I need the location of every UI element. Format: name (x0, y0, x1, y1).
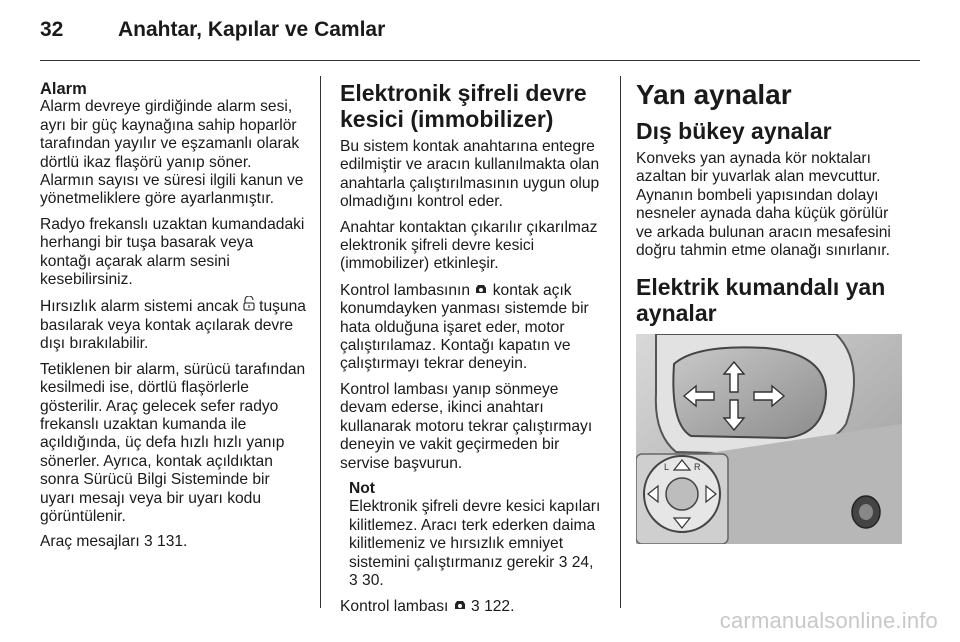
page-header (40, 14, 920, 50)
page-reference: 24, (571, 553, 594, 571)
alarm-text: tuşuna basılarak veya kontak açılarak devre dışı bırakılabilir. (40, 298, 306, 353)
header-divider (40, 60, 920, 61)
immobilizer-paragraph: Bu sistem kontak anahtarına entegre edilmiştir ve aracın kullanılmakta olan anahtarla çalıştırılmasının uygun olup olmadığını kontrol eder. (340, 138, 600, 211)
column-immobilizer (340, 80, 602, 624)
note-body: Elektronik şifreli devre kesici kapıları kilitlemez. Aracı terk ederken daima kilitlemeniz ve hırsızlık emniyet sistemini çalıştırmanız gerekir (349, 498, 601, 571)
unlock-icon (243, 296, 255, 315)
subheading-electric: Elektrik kumandalı yan aynalar (636, 274, 886, 327)
column-side-mirrors (636, 80, 904, 332)
page-reference: 122. (484, 598, 515, 616)
immobilizer-paragraph (340, 281, 602, 374)
reference-text: Kontrol lambası (340, 598, 449, 616)
reference-arrow-icon: 3 (558, 553, 568, 571)
reference-arrow-icon: 3 (349, 571, 358, 589)
note-text (349, 498, 602, 590)
svg-text:R: R (694, 462, 701, 472)
alarm-paragraph: Radyo frekanslı uzaktan kumandadaki herhangi bir tuşa basarak veya kontağı açarak alarm sesini kesebilirsiniz. (40, 215, 305, 289)
immobilizer-lamp-icon (474, 281, 488, 299)
section-title: Yan aynalar (636, 79, 792, 110)
alarm-heading: Alarm (40, 80, 87, 98)
reference-arrow-icon: 3 (144, 533, 153, 551)
alarm-paragraph: Tetiklenen bir alarm, sürücü tarafından kesilmedi ise, dörtlü flaşörlerle gösterilir. Araç gelecek sefer radyo frekanslı uzaktan kumanda ile açıldığında, üç defa hızlı hızlı yanıp sönerler. Ayrıca, kontak açıldıktan sonra Sürücü Bilgi Sisteminde bir uyarı mesajı veya bir uyarı kodu görüntülenir. (40, 360, 306, 525)
reference-arrow-icon: 3 (471, 598, 480, 616)
page-number: 32 (40, 18, 64, 41)
column-alarm (40, 80, 308, 559)
alarm-text: Hırsızlık alarm sistemi ancak (40, 298, 239, 316)
alarm-paragraph (40, 296, 308, 353)
reference-text: Araç mesajları (40, 533, 140, 551)
note-title: Not (349, 479, 375, 497)
mirror-figure (636, 334, 902, 544)
page-reference: 131. (157, 533, 188, 551)
immobilizer-paragraph: Kontrol lambası yanıp sönmeye devam ederse, ikinci anahtarı kullanarak motoru tekrar çalıştırmayı deneyin ve vakit geçirmeden bir servise başvurun. (340, 380, 593, 472)
column-divider (620, 76, 621, 608)
page-reference: 30. (362, 571, 384, 589)
immobilizer-heading: Elektronik şifreli devre kesici (immobilizer) (340, 80, 587, 132)
immobilizer-paragraph (340, 597, 602, 616)
column-divider (320, 76, 321, 608)
immobilizer-paragraph: Anahtar kontaktan çıkarılır çıkarılmaz elektronik şifreli devre kesici (immobilizer) etkinleşir. (340, 218, 598, 273)
chapter-title: Anahtar, Kapılar ve Camlar (118, 18, 386, 41)
subheading-convex: Dış bükey aynalar (636, 118, 832, 144)
immobilizer-lamp-icon (453, 597, 467, 615)
watermark: carmanualsonline.info (719, 608, 938, 633)
immobilizer-text: Kontrol lambasının (340, 281, 471, 299)
immobilizer-text: kontak açık konumdayken yanması sistemde bir hata olduğuna işaret eder, motor çalıştırılamaz. Kontağı kapatın ve çalıştırmayı tekrar deneyin. (340, 281, 589, 373)
alarm-paragraph (40, 533, 308, 551)
mirror-paragraph: Konveks yan aynada kör noktaları azaltan bir yuvarlak alan mevcuttur. Aynanın bombeli yapısından dolayı nesneler aynada daha küçük görülür ve arkada bulunan aracın mesafesini doğru tahmin etme olanağı sınırlanır. (636, 150, 891, 260)
svg-text:L: L (664, 462, 670, 472)
alarm-paragraph: Alarm devreye girdiğinde alarm sesi, ayrı bir güç kaynağına sahip hoparlör tarafından yayılır ve eşzamanlı olarak dörtlü ikaz flaşörü yanıp söner. Alarmın sayısı ve süresi ilgili kanun ve yönetmeliklere göre ayarlanmıştır. (40, 98, 304, 208)
note-block (349, 480, 602, 590)
